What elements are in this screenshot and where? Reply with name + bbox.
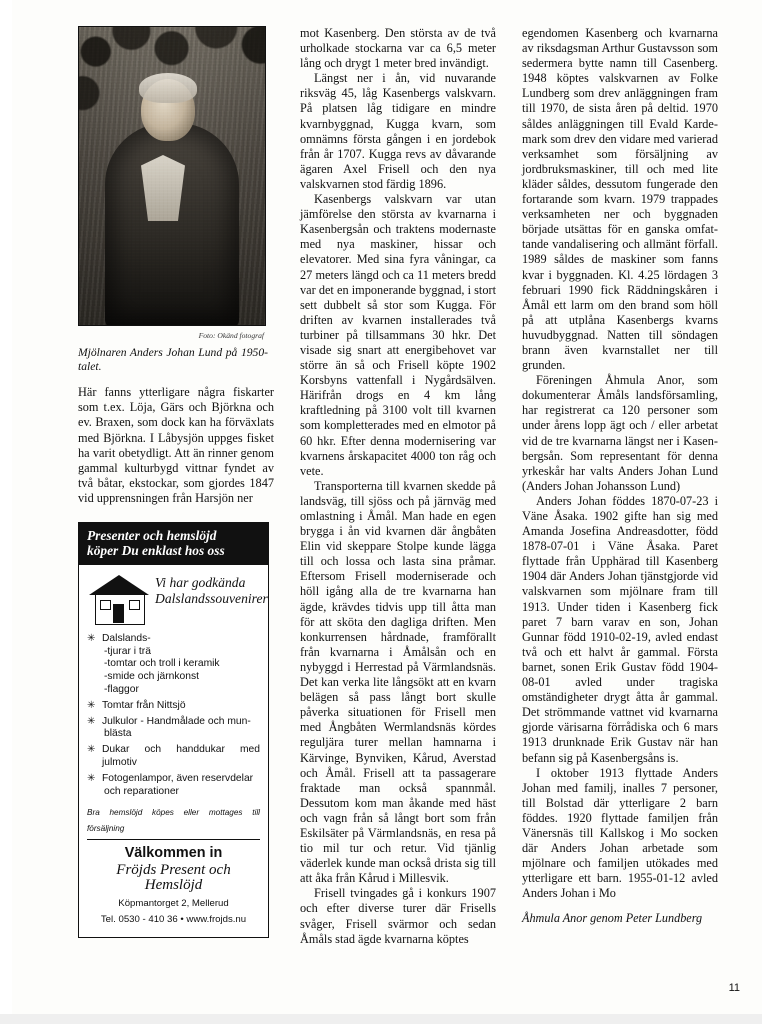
column-right-paragraph-4: I oktober 1913 flyttade Anders Johan med familj, inalles 7 personer, till Bolstad där ytterligare 2 barn föddes. 1920 flyttade familjen från Vänersnäs till Kallskog i Mo socken där Anders Johan arbetade som mjölnare och familjen utökades med ytterligare ett barn. 1955-01-12 avled Anders Johan i Mo <box>522 765 718 901</box>
photo-grain <box>79 27 265 325</box>
ad-list-subitem: -tjurar i trä <box>104 645 151 657</box>
column-right-paragraph-2: Föreningen Åhmula Anor, som dokumenterar Åmåls landsförsamling, har registrerat ca 120 personer som under årens lopp ägt och / eller arbetat vid de tre kvarnarna längst ner i Kasenbergsån. Som representant för denna yrkeskår har valts Anders Johan Lund (Anders Johan Johansson Lund) <box>522 373 718 493</box>
ad-list-item <box>87 744 260 770</box>
column-middle-paragraph-3: Kasenbergs valskvarn var utan jämförelse den största av kvarnarna i Kasenbergsån och traktens modernaste med nya maskiner, hissar och elevatorer. Med sina fyra våningar, ca 27 meters längd och ca 11 meters bredd var det en imponerande byggnad, i stort sett dubbelt så stor som Kugga. För driften av kvarnen installerades två turbiner på tillsammans 30 hkr. Det visade sig snart att energibehovet var större än så och Frisell köpte 1902 Korsbyns vattenfall i Nygårdsälven. Härifrån drogs en 4 km lång kraftledning på 3100 volt till kvarnen som kompletterades med en elmotor på 60 hkr. Efter denna modernisering var kvarnens årskapacitet 4000 ton råg och vete. <box>300 192 496 478</box>
ad-top-row <box>87 571 268 625</box>
column-middle-paragraph-2: Längst ner i ån, vid nuvarande riksväg 45, låg Kasenbergs valskvarn. På platsen låg tidigare en mindre kvarnbyggnad, Kugga kvarn, som omnämns första gången i en jordebok från år 1707. Kugga revs av dåvarande ägaren Axel Frisell och den nya valskvarnen stod färdig 1896. <box>300 71 496 191</box>
photo-caption: Mjölnaren Anders Johan Lund på 1950-talet. <box>78 346 268 373</box>
ad-list-item-label: Dalslands- <box>102 632 151 644</box>
page-left-margin <box>0 0 12 1024</box>
column-middle <box>300 26 496 947</box>
page-bottom-edge <box>0 1014 762 1024</box>
ad-list-subitem: -smide och järnkonst <box>104 671 199 683</box>
column-right-paragraph-3: Anders Johan föddes 1870-07-23 i Väne Åsaka. 1902 gifte han sig med Amanda Josefina Andreasdotter, född 1878-07-01 i Väne Åsaka. Paret flyttade från Upphärad till Kasenberg 1904 där Anders Johan tjänstgjorde vid valskvarnen som mjölnare fram till 1913. Under tiden i Kasenberg fick paret 7 barn varav en son, Johan Gunnar född 1910-02-19, avled endast två och ett halvt år gammal. Första barnet, sonen Erik Gustav född 1904-08-01 avled under tragiska omständigheter drygt åtta år gammal. Det strömmande vattnet vid kvarnarna gjorde värisarna förrådiska och 6 mars 1913 drunknade Erik Gustav när han befann sig på Kasenbergsåns is. <box>522 493 718 765</box>
ad-headline <box>79 523 268 565</box>
column-right <box>522 26 718 927</box>
ad-list-item <box>87 716 260 742</box>
ad-phone[interactable]: Tel. 0530 - 410 36 • www.frojds.nu <box>100 913 247 925</box>
star-icon: ✳ <box>87 632 96 644</box>
ad-list-item-label: Tomtar från Nittsjö <box>102 699 186 711</box>
ad-list-subitem: och reparationer <box>104 785 179 797</box>
column-left-paragraph-1: Här fanns ytterligare några fiskarter som t.ex. Löja, Gärs och Björkna och ev. Braxen, som dock kan ha förväxlats med Björkna. I Låbysjön uppges fisket ha varit obetydligt. Att än rinner genom gammal kulturbygd vittnar fyndet av två båtar, ekstockar, som gjordes 1847 vid upprensningen från Harsjön ner <box>78 385 274 505</box>
ad-list-subitem: -tomtar och troll i keramik <box>104 658 220 670</box>
ad-address: Köpmantorget 2, Mellerud <box>118 897 229 909</box>
photo-credit: Foto: Okänd fotograf <box>198 331 264 340</box>
article-signature: Åhmula Anor genom Peter Lundberg <box>522 911 703 926</box>
ad-shop-name: Fröjds Present och Hemslöjd <box>116 861 231 893</box>
page-number: 11 <box>728 982 740 994</box>
column-middle-paragraph-1: mot Kasenberg. Den största av de två urholkade stockarna var ca 6,5 meter lång och drygt 1 meter bred invändigt. <box>300 26 496 71</box>
house-roof-icon <box>89 575 149 595</box>
ad-list-item-label: Julkulor - Handmålade och mun- <box>102 715 251 727</box>
column-middle-paragraph-4: Transporterna till kvarnen skedde på landsväg, till sjöss och på järnväg med omlastning i Åmål. Man hade en egen brygga i ån vid kvarnen där ångbåten Elin vid skeppare Stolpe kunde lägga till och lossa och lasta sina pråmar. Eftersom Frisell moderniserade och höll igång alla de tre kvarnarna han ägde, krävdes tidvis upp till åtta man för att sköta den dagliga driften. Men konkurrensen hårdnade, framförallt från kvarnarna i Åmålsån och en nybyggd i Herrestad på Värmlandsnäs. Det kan verka lite långsökt att en kvarn belägen så pass långt bort skulle påverka situationen för Frisell men med Ångbåten Wermlandsnäs kördes reguljära turer mellan hamnarna i Kärvinge, Bynviken, Kårud, Averstad och Åmål. Frisell att ta passagerare fraktade man också spannmål. Dessutom kom man åkande med häst och vagn från så långt bort som från Eskilsäter på Värmlandsnäs, en resa på tio mil tur och retur. Vid tjänlig väderlek kunde man också drista sig till att åka från Kårud i Millesvik. <box>300 478 496 886</box>
ad-list-item <box>87 700 260 713</box>
ad-welcome: Välkommen in <box>124 844 223 861</box>
ad-list-item-label: Fotogenlampor, även reservdelar <box>102 772 254 784</box>
house-door-icon <box>113 604 124 623</box>
advertisement-box <box>78 522 269 938</box>
ad-body <box>79 565 268 937</box>
house-icon <box>87 573 151 625</box>
page-content <box>78 26 718 986</box>
star-icon: ✳ <box>87 744 96 756</box>
star-icon: ✳ <box>87 699 96 711</box>
column-right-paragraph-1: egendomen Kasenberg och kvarnarna av riksdagsman Arthur Gustavsson som sedermera bytte namn till Casenberg. 1948 köptes valskvarnen av Folke Lundberg som drev anläggningen fram till 1970, de sista åren på deltid. 1970 såldes anläggningen till Evald Kardemark som drev den vidare med varierad verksamhet som försäljning av jordbruksmaskiner, till och med lite kläder såldes, dessutom fungerade den fortarande som kvarn. 1979 trappades verksamheten ner och byggnaden började utsättas för en ganska omfattande vandalisering och allmänt förfall. 1989 såldes de maskiner som fanns kvar i byggnaden. Kl. 4.25 lördagen 3 februari 1990 fick Räddningskåren i Åmål ett larm om den brand som höll på att utplåna Kasenbergs kvarns huvudbyggnad. Natten till söndagen brann även kvarnstallet ner till grunden. <box>522 26 718 373</box>
ad-list-subitem: -flaggor <box>104 684 139 696</box>
house-window-right-icon <box>129 600 140 610</box>
ad-item-list <box>87 633 260 799</box>
column-middle-paragraph-5: Frisell tvingades gå i konkurs 1907 och efter diverse turer där Frisells svåger, Frisell svärmor och sedan Åmåls stad ägde kvarnarna köptes <box>300 886 496 946</box>
star-icon: ✳ <box>87 715 96 727</box>
ad-list-subitem: blästa <box>104 728 132 740</box>
ad-headline-line-2: köper Du enklast hos oss <box>87 543 225 559</box>
photo-figure <box>78 26 268 373</box>
ad-script-line-2: Dalslandssouvenirer <box>155 590 268 606</box>
column-left <box>78 26 274 938</box>
ad-list-item <box>87 633 260 697</box>
house-window-left-icon <box>100 600 111 610</box>
ad-list-item-label: Dukar och handdukar med julmotiv <box>102 744 260 769</box>
star-icon: ✳ <box>87 772 96 784</box>
portrait-photo <box>78 26 266 326</box>
ad-note: Bra hemslöjd köpes eller mottages till försäljning <box>87 805 260 839</box>
ad-script-text <box>155 571 268 607</box>
ad-script-line-1: Vi har godkända <box>155 574 246 590</box>
ad-headline-line-1: Presenter och hemslöjd <box>87 528 217 544</box>
ad-list-item <box>87 773 260 799</box>
